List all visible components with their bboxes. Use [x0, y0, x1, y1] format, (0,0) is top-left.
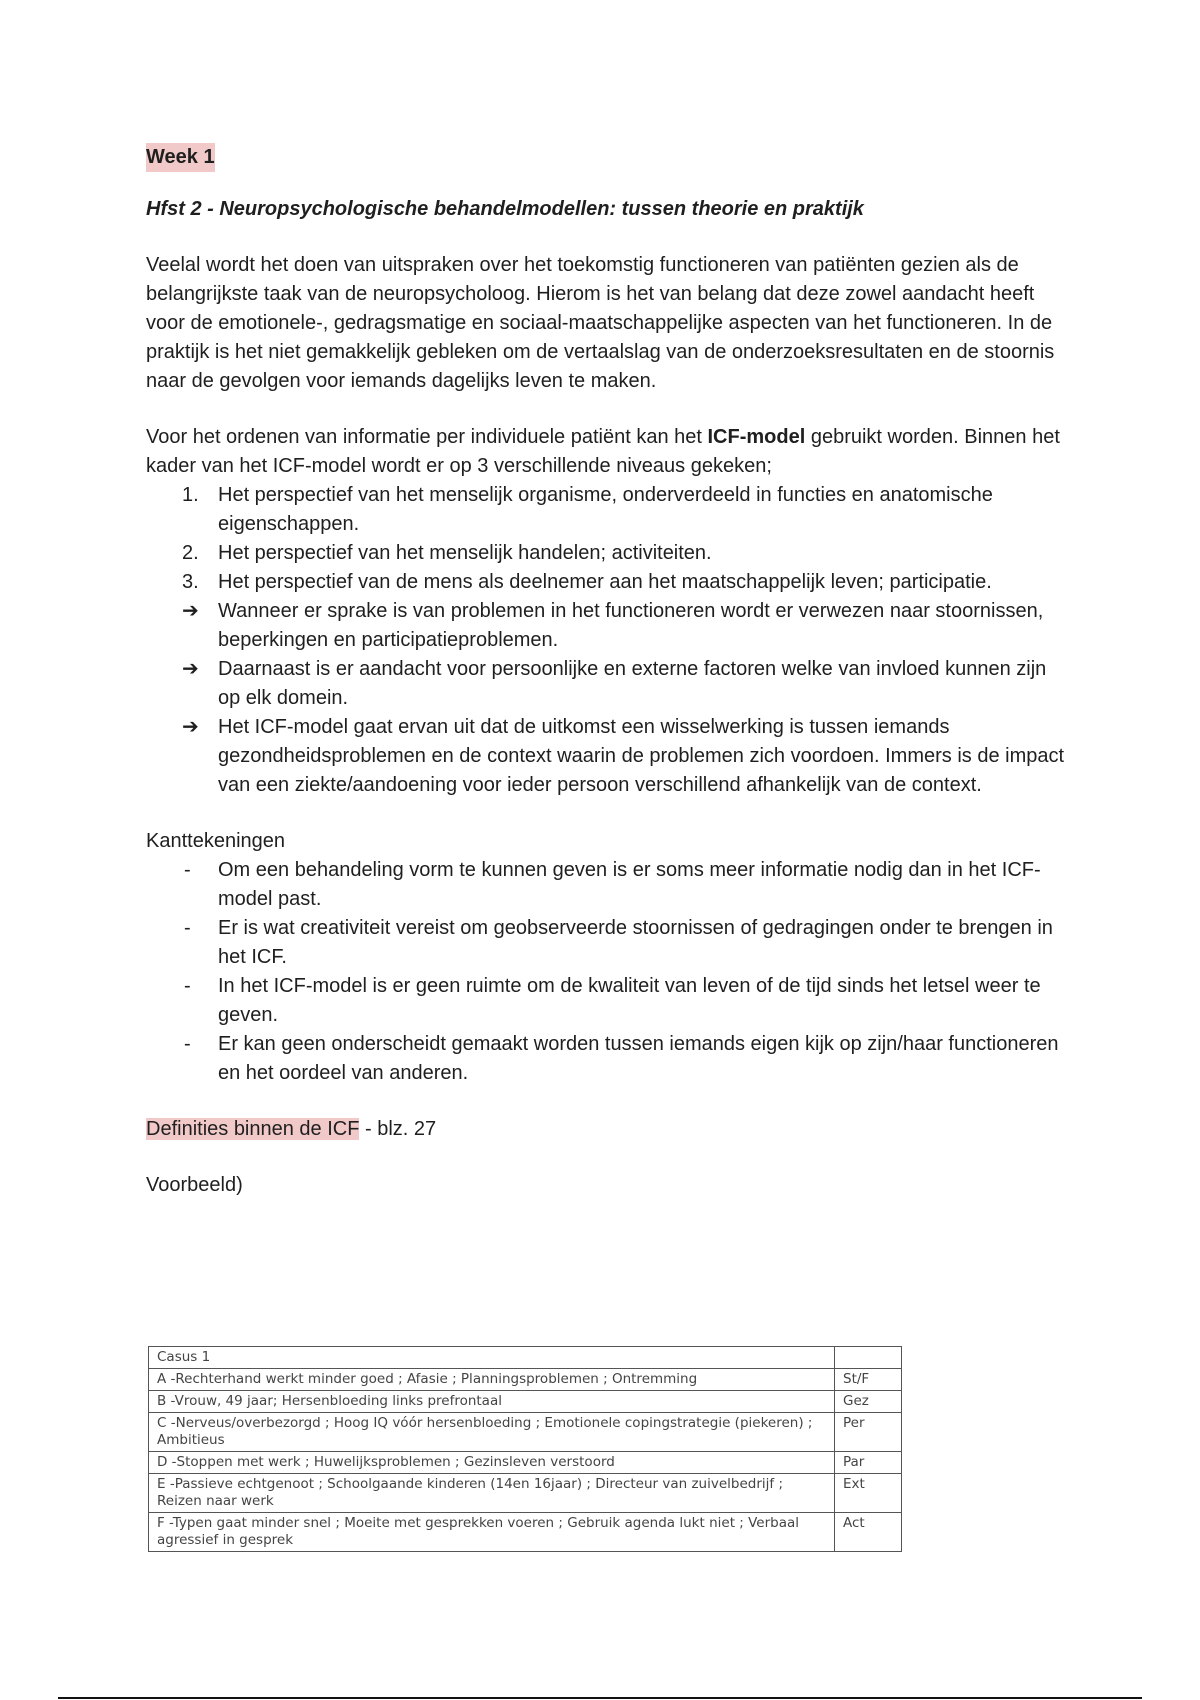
arrow-icon: ➔ — [182, 600, 199, 622]
list-item-text: Er kan geen onderscheidt gemaakt worden tussen iemands eigen kijk op zijn/haar functioneren en het oordeel van anderen. — [218, 1033, 1059, 1084]
list-item — [146, 713, 1066, 800]
icf-paragraph-before: Voor het ordenen van informatie per individuele patiënt kan het — [146, 426, 708, 448]
casus-cell-text: A -Rechterhand werkt minder goed ; Afasie ; Planningsproblemen ; Ontremming — [149, 1369, 835, 1391]
notes-list — [146, 856, 1066, 1088]
list-item-text: In het ICF-model is er geen ruimte om de kwaliteit van leven of de tijd sinds het letsel weer te geven. — [218, 975, 1041, 1026]
list-item-text: Het perspectief van het menselijk organisme, onderverdeeld in functies en anatomische eigenschappen. — [218, 484, 993, 535]
dash-bullet: - — [184, 859, 191, 881]
casus-cell-text: F -Typen gaat minder snel ; Moeite met gesprekken voeren ; Gebruik agenda lukt niet ; Verbaal agressief in gesprek — [149, 1513, 835, 1552]
icf-paragraph-after: gebruikt worden. Binnen het kader van het ICF-model wordt er op 3 verschillende niveaus gekeken; — [146, 426, 1060, 477]
icf-paragraph — [146, 423, 1066, 481]
casus-cell-code: Par — [835, 1452, 902, 1474]
list-number: 1. — [182, 484, 199, 506]
table-row — [149, 1391, 902, 1413]
dash-bullet: - — [184, 917, 191, 939]
casus-cell-code: Per — [835, 1413, 902, 1452]
definitions-highlight: Definities binnen de ICF — [146, 1118, 360, 1140]
table-row — [149, 1474, 902, 1513]
list-item-text: Wanneer er sprake is van problemen in het functioneren wordt er verwezen naar stoornissen, beperkingen en participatieproblemen. — [218, 600, 1044, 651]
list-item — [146, 481, 1066, 539]
list-item — [146, 568, 1066, 597]
list-item — [146, 597, 1066, 655]
list-item-text: Het ICF-model gaat ervan uit dat de uitkomst een wisselwerking is tussen iemands gezondheidsproblemen en de context waarin de problemen zich voordoen. Immers is de impact van een ziekte/aandoening voor ieder persoon verschillend afhankelijk van de context. — [218, 716, 1065, 796]
table-row — [149, 1369, 902, 1391]
icf-model-term: ICF-model — [707, 426, 806, 448]
list-item — [146, 655, 1066, 713]
footer-divider — [58, 1697, 1142, 1699]
list-number: 2. — [182, 542, 199, 564]
list-item-text: Het perspectief van de mens als deelnemer aan het maatschappelijk leven; participatie. — [218, 571, 992, 593]
list-item — [146, 1030, 1066, 1088]
casus-cell-text: C -Nerveus/overbezorgd ; Hoog IQ vóór hersenbloeding ; Emotionele copingstrategie (piekeren) ; Ambitieus — [149, 1413, 835, 1452]
casus-cell-code: Ext — [835, 1474, 902, 1513]
list-item-text: Het perspectief van het menselijk handelen; activiteiten. — [218, 542, 712, 564]
casus-header-code — [835, 1347, 902, 1369]
casus-cell-code: St/F — [835, 1369, 902, 1391]
week-heading: Week 1 — [146, 143, 215, 172]
intro-paragraph: Veelal wordt het doen van uitspraken over het toekomstig functioneren van patiënten gezien als de belangrijkste taak van de neuropsycholoog. Hierom is het van belang dat deze zowel aandacht heeft voor de emotionele-, gedragsmatige en sociaal-maatschappelijke aspecten van het functioneren. In de praktijk is het niet gemakkelijk gebleken om de vertaalslag van de onderzoeksresultaten en de stoornis naar de gevolgen voor iemands dagelijks leven te maken. — [146, 254, 1055, 392]
example-label: Voorbeeld) — [146, 1174, 243, 1196]
table-row — [149, 1347, 902, 1369]
casus-header: Casus 1 — [149, 1347, 835, 1369]
definitions-page-ref: - blz. 27 — [359, 1118, 437, 1140]
arrow-icon: ➔ — [182, 658, 199, 680]
list-item-text: Er is wat creativiteit vereist om geobserveerde stoornissen of gedragingen onder te brengen in het ICF. — [218, 917, 1053, 968]
list-number: 3. — [182, 571, 199, 593]
list-item-text: Om een behandeling vorm te kunnen geven is er soms meer informatie nodig dan in het ICF-model past. — [218, 859, 1041, 910]
casus-cell-text: B -Vrouw, 49 jaar; Hersenbloeding links prefrontaal — [149, 1391, 835, 1413]
document-content — [146, 143, 1066, 1200]
table-row — [149, 1413, 902, 1452]
casus-cell-code: Act — [835, 1513, 902, 1552]
list-item — [146, 972, 1066, 1030]
casus-cell-code: Gez — [835, 1391, 902, 1413]
list-item — [146, 539, 1066, 568]
dash-bullet: - — [184, 975, 191, 997]
list-item — [146, 856, 1066, 914]
arrow-icon: ➔ — [182, 716, 199, 738]
dash-bullet: - — [184, 1033, 191, 1055]
list-item — [146, 914, 1066, 972]
casus-table — [148, 1346, 902, 1552]
table-row — [149, 1513, 902, 1552]
icf-levels-list — [146, 481, 1066, 800]
notes-heading: Kanttekeningen — [146, 830, 286, 852]
table-row — [149, 1452, 902, 1474]
chapter-title: Hfst 2 - Neuropsychologische behandelmodellen: tussen theorie en praktijk — [146, 198, 864, 220]
list-item-text: Daarnaast is er aandacht voor persoonlijke en externe factoren welke van invloed kunnen zijn op elk domein. — [218, 658, 1047, 709]
casus-cell-text: E -Passieve echtgenoot ; Schoolgaande kinderen (14en 16jaar) ; Directeur van zuivelbedrijf ; Reizen naar werk — [149, 1474, 835, 1513]
definitions-line — [146, 1115, 1066, 1144]
casus-cell-text: D -Stoppen met werk ; Huwelijksproblemen ; Gezinsleven verstoord — [149, 1452, 835, 1474]
